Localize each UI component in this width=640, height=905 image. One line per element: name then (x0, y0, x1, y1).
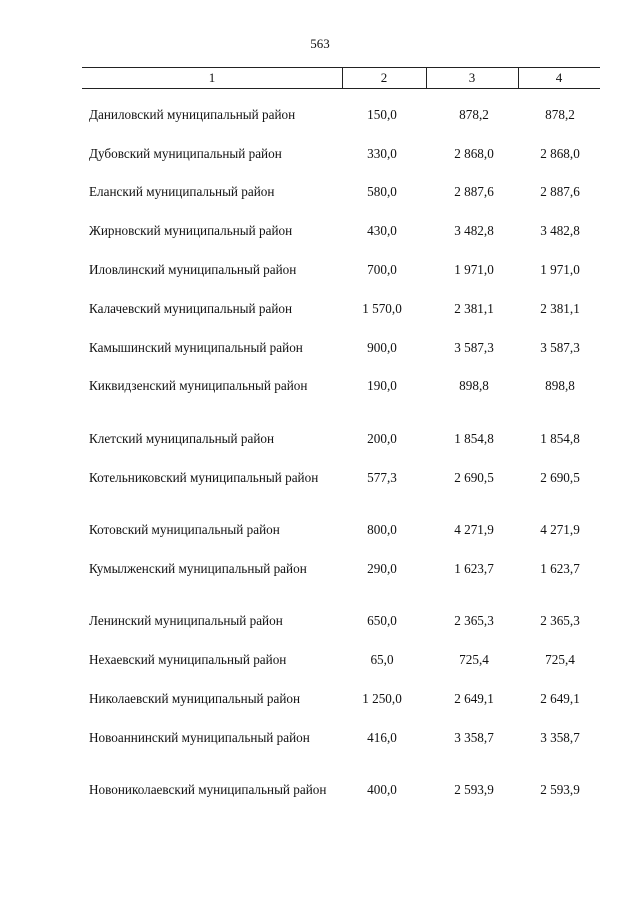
value-col-3: 2 381,1 (454, 301, 494, 316)
value-col-4: 2 593,9 (540, 782, 580, 797)
value-col-2: 190,0 (367, 378, 397, 393)
district-name: Жирновский муниципальный район (89, 223, 293, 238)
value-col-4: 3 482,8 (540, 223, 580, 238)
value-col-3: 2 365,3 (454, 613, 494, 628)
value-col-2: 150,0 (367, 107, 397, 122)
page-number: 563 (310, 36, 330, 51)
value-col-3: 878,2 (459, 107, 489, 122)
header-col-2: 2 (380, 70, 388, 85)
value-col-2: 1 250,0 (362, 691, 402, 706)
value-col-4: 2 868,0 (540, 146, 580, 161)
value-col-3: 4 271,9 (454, 522, 494, 537)
district-name: Калачевский муниципальный район (89, 301, 293, 316)
value-col-4: 2 381,1 (540, 301, 580, 316)
value-col-2: 65,0 (370, 652, 394, 667)
district-name: Даниловский муниципальный район (89, 107, 296, 122)
value-col-2: 800,0 (367, 522, 397, 537)
value-col-2: 650,0 (367, 613, 397, 628)
district-name: Киквидзенский муниципальный район (89, 378, 308, 393)
value-col-4: 898,8 (545, 378, 575, 393)
value-col-4: 1 623,7 (540, 561, 580, 576)
value-col-3: 3 358,7 (454, 730, 494, 745)
value-col-4: 4 271,9 (540, 522, 580, 537)
value-col-3: 1 623,7 (454, 561, 494, 576)
value-col-2: 400,0 (367, 782, 397, 797)
district-name: Кумылженский муниципальный район (89, 561, 307, 576)
value-col-3: 725,4 (459, 652, 489, 667)
value-col-3: 1 971,0 (454, 262, 494, 277)
value-col-4: 3 358,7 (540, 730, 580, 745)
district-name: Клетский муниципальный район (89, 431, 275, 446)
district-name: Еланский муниципальный район (89, 184, 275, 199)
district-name: Камышинский муниципальный район (89, 340, 303, 355)
district-name: Новоаннинский муниципальный район (89, 730, 310, 745)
district-name: Новониколаевский муниципальный район (89, 782, 327, 797)
value-col-2: 700,0 (367, 262, 397, 277)
district-name: Ленинский муниципальный район (89, 613, 283, 628)
value-col-4: 2 887,6 (540, 184, 580, 199)
value-col-3: 3 482,8 (454, 223, 494, 238)
value-col-4: 725,4 (545, 652, 575, 667)
value-col-2: 900,0 (367, 340, 397, 355)
value-col-2: 330,0 (367, 146, 397, 161)
value-col-3: 1 854,8 (454, 431, 494, 446)
value-col-2: 290,0 (367, 561, 397, 576)
district-name: Нехаевский муниципальный район (89, 652, 287, 667)
value-col-4: 2 690,5 (540, 470, 580, 485)
value-col-4: 3 587,3 (540, 340, 580, 355)
value-col-4: 878,2 (545, 107, 575, 122)
header-col-3: 3 (468, 70, 476, 85)
district-name: Котовский муниципальный район (89, 522, 280, 537)
value-col-4: 2 365,3 (540, 613, 580, 628)
value-col-3: 898,8 (459, 378, 489, 393)
value-col-2: 580,0 (367, 184, 397, 199)
value-col-2: 577,3 (367, 470, 397, 485)
value-col-4: 1 854,8 (540, 431, 580, 446)
table-header (82, 67, 600, 89)
value-col-3: 2 690,5 (454, 470, 494, 485)
district-name: Иловлинский муниципальный район (89, 262, 297, 277)
district-name: Дубовский муниципальный район (89, 146, 282, 161)
value-col-2: 200,0 (367, 431, 397, 446)
value-col-2: 416,0 (367, 730, 397, 745)
header-col-1: 1 (208, 70, 216, 85)
value-col-3: 2 887,6 (454, 184, 494, 199)
value-col-4: 1 971,0 (540, 262, 580, 277)
value-col-3: 2 868,0 (454, 146, 494, 161)
value-col-3: 2 649,1 (454, 691, 494, 706)
district-name: Котельниковский муниципальный район (89, 470, 319, 485)
value-col-2: 1 570,0 (362, 301, 402, 316)
header-col-4: 4 (555, 70, 563, 85)
value-col-4: 2 649,1 (540, 691, 580, 706)
value-col-2: 430,0 (367, 223, 397, 238)
value-col-3: 2 593,9 (454, 782, 494, 797)
district-name: Николаевский муниципальный район (89, 691, 301, 706)
value-col-3: 3 587,3 (454, 340, 494, 355)
